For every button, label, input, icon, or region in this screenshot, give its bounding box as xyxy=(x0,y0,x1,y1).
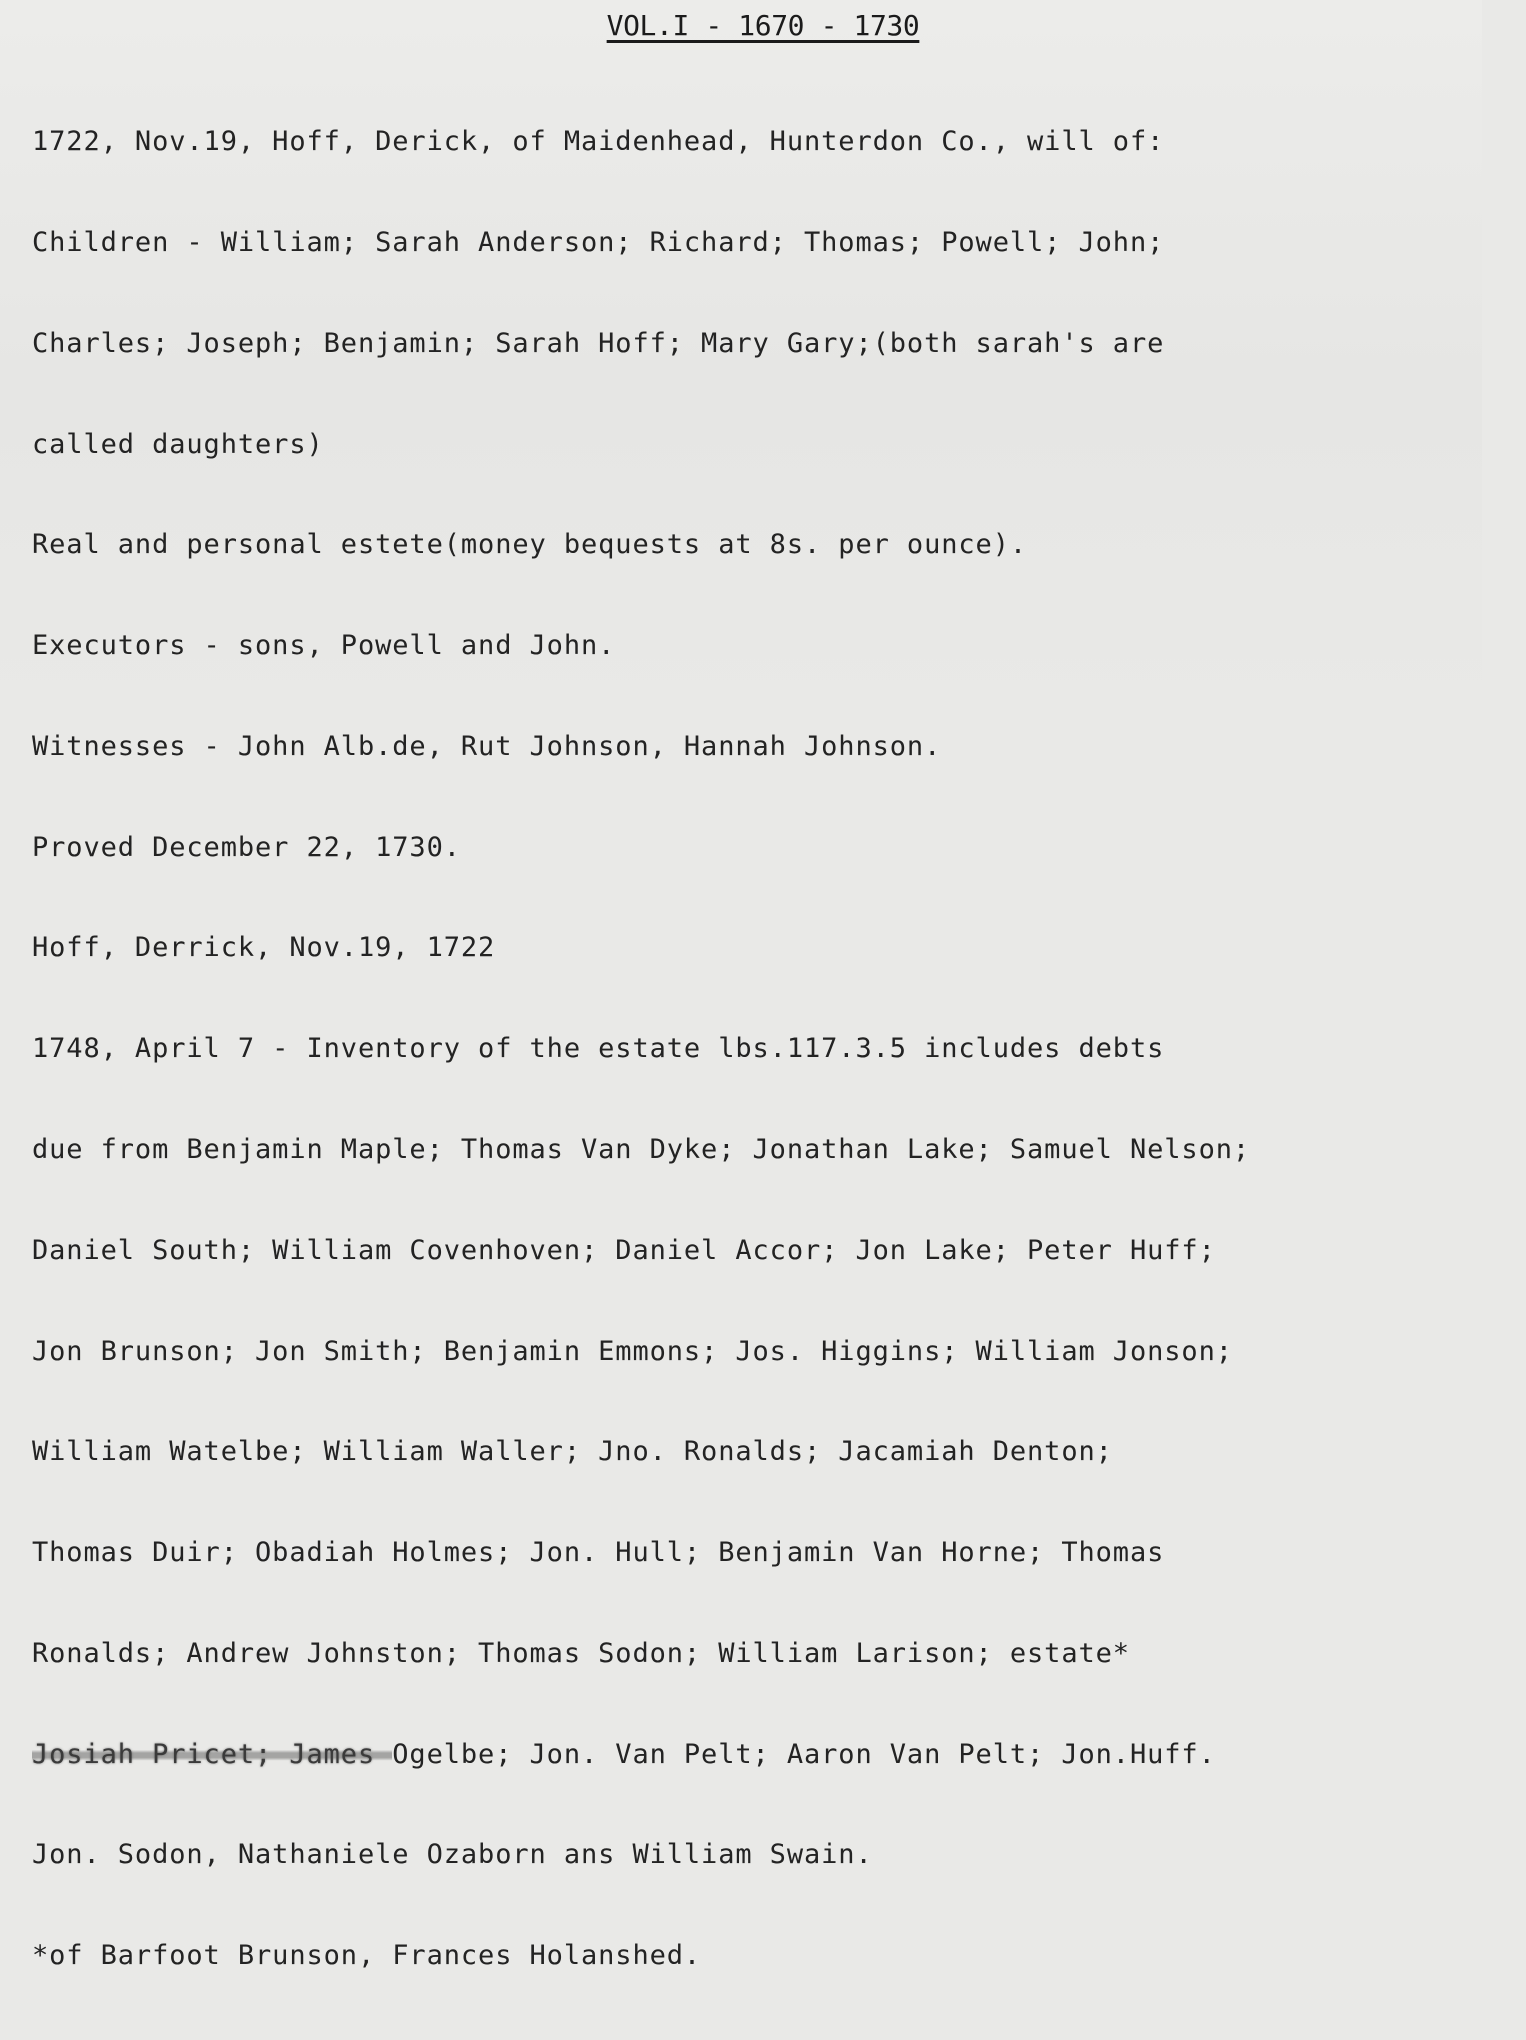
text-line: Executors - sons, Powell and John. xyxy=(32,630,616,662)
text-line: Proved December 22, 1730. xyxy=(32,831,461,863)
text-line: Children - William; Sarah Anderson; Richard; Thomas; Powell; John; xyxy=(32,226,1165,258)
text-line: William Watelbe; William Waller; Jno. Ronalds; Jacamiah Denton; xyxy=(32,1436,1113,1468)
text-line: Witnesses - John Alb.de, Rut Johnson, Hannah Johnson. xyxy=(32,730,942,762)
text-line: 1722, Nov.19, Hoff, Derick, of Maidenhead, Hunterdon Co., will of: xyxy=(32,126,1165,158)
text-line: Charles; Joseph; Benjamin; Sarah Hoff; Mary Gary;(both sarah's are xyxy=(32,327,1165,359)
text-line-with-strikeout xyxy=(32,1738,1250,1772)
text-line: Real and personal estete(money bequests at 8s. per ounce). xyxy=(32,529,1028,561)
text-line-remainder: Ogelbe; Jon. Van Pelt; Aaron Van Pelt; Jon.Huff. xyxy=(392,1738,1216,1770)
text-line: Ronalds; Andrew Johnston; Thomas Sodon; William Larison; estate* xyxy=(32,1637,1130,1669)
text-line: Jon Brunson; Jon Smith; Benjamin Emmons; Jos. Higgins; William Jonson; xyxy=(32,1335,1233,1367)
document-body xyxy=(32,58,1250,2040)
text-line: called daughters) xyxy=(32,428,324,460)
text-line: Thomas Duir; Obadiah Holmes; Jon. Hull; Benjamin Van Horne; Thomas xyxy=(32,1537,1165,1569)
text-line: Daniel South; William Covenhoven; Daniel Accor; Jon Lake; Peter Huff; xyxy=(32,1234,1216,1266)
text-line: Jon. Sodon, Nathaniele Ozaborn ans William Swain. xyxy=(32,1839,873,1871)
struck-out-text: Josiah Pricet; James xyxy=(32,1738,393,1770)
text-line: due from Benjamin Maple; Thomas Van Dyke; Jonathan Lake; Samuel Nelson; xyxy=(32,1134,1251,1165)
text-line: *of Barfoot Brunson, Frances Holanshed. xyxy=(32,1940,702,1972)
document-title: VOL.I - 1670 - 1730 xyxy=(606,9,920,42)
text-line: 1748, April 7 - Inventory of the estate lbs.117.3.5 includes debts xyxy=(32,1033,1165,1065)
text-line: Hoff, Derrick, Nov.19, 1722 xyxy=(32,932,496,964)
